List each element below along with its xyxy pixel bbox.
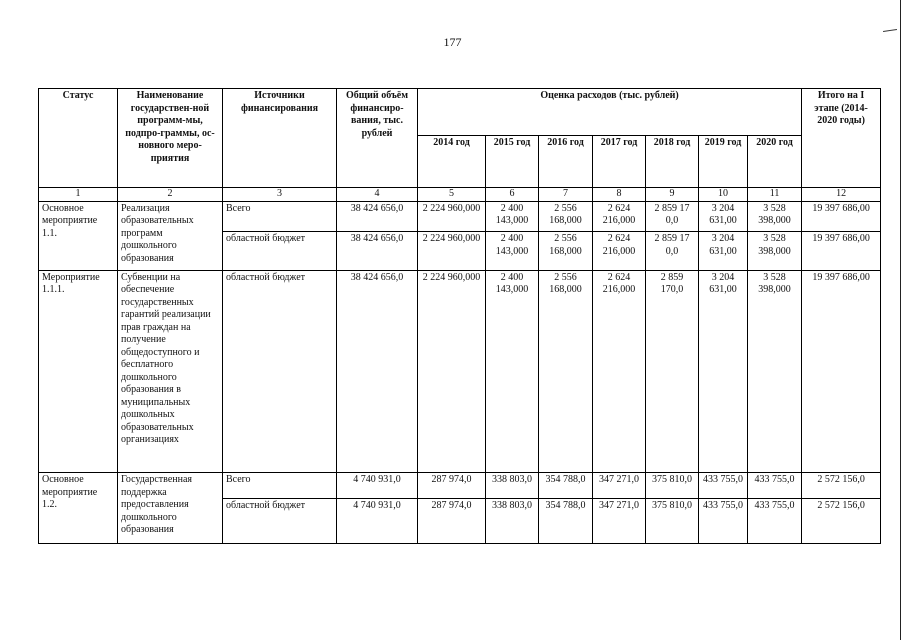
- header-estimate: Оценка расходов (тыс. рублей): [418, 89, 802, 136]
- column-number: 11: [748, 188, 802, 202]
- row-status: Основное мероприятие 1.2.: [39, 473, 118, 544]
- row-year-value: 3 204 631,00: [699, 201, 748, 231]
- row-year-value: 3 528 398,000: [748, 270, 802, 472]
- row-stage-total: 19 397 686,00: [802, 232, 881, 270]
- row-year-value: 2 224 960,000: [418, 232, 486, 270]
- column-number: 7: [539, 188, 593, 202]
- row-year-value: 2 400 143,000: [486, 232, 539, 270]
- row-total: 4 740 931,0: [337, 499, 418, 544]
- row-source: Всего: [223, 201, 337, 231]
- row-year-value: 287 974,0: [418, 473, 486, 499]
- row-year-value: 2 556 168,000: [539, 201, 593, 231]
- row-name: Субвенции на обеспечение государственных гарантий реализации прав граждан на получение общедоступного и бесплатного дошкольного образования в муниципальных дошкольных образовательных организациях: [118, 270, 223, 472]
- header-stage-total: Итого на I этапе (2014-2020 годы): [802, 89, 881, 188]
- column-number: 12: [802, 188, 881, 202]
- row-year-value: 2 859 17 0,0: [646, 232, 699, 270]
- row-year-value: 338 803,0: [486, 499, 539, 544]
- row-year-value: 2 224 960,000: [418, 270, 486, 472]
- column-number: 3: [223, 188, 337, 202]
- row-year-value: 347 271,0: [593, 473, 646, 499]
- header-name: Наименование государствен-ной программ-мы, подпро-граммы, ос-новного меро-приятия: [118, 89, 223, 188]
- table-body: [39, 201, 881, 543]
- row-total: 38 424 656,0: [337, 232, 418, 270]
- scan-mark: [883, 29, 897, 32]
- row-total: 38 424 656,0: [337, 270, 418, 472]
- table-row: [39, 270, 881, 472]
- row-year-value: 347 271,0: [593, 499, 646, 544]
- column-number-row: [39, 188, 881, 202]
- header-status: Статус: [39, 89, 118, 188]
- row-year-value: 2 556 168,000: [539, 270, 593, 472]
- row-year-value: 2 624 216,000: [593, 232, 646, 270]
- row-year-value: 2 624 216,000: [593, 201, 646, 231]
- column-number: 10: [699, 188, 748, 202]
- row-year-value: 3 204 631,00: [699, 232, 748, 270]
- row-year-value: 2 859 17 0,0: [646, 201, 699, 231]
- row-year-value: 3 204 631,00: [699, 270, 748, 472]
- row-year-value: 2 400 143,000: [486, 201, 539, 231]
- column-number: 5: [418, 188, 486, 202]
- row-year-value: 433 755,0: [699, 499, 748, 544]
- row-year-value: 3 528 398,000: [748, 232, 802, 270]
- header-year: 2018 год: [646, 135, 699, 188]
- row-year-value: 2 556 168,000: [539, 232, 593, 270]
- row-source: областной бюджет: [223, 270, 337, 472]
- row-stage-total: 2 572 156,0: [802, 473, 881, 499]
- header-year: 2019 год: [699, 135, 748, 188]
- row-year-value: 354 788,0: [539, 473, 593, 499]
- column-number: 2: [118, 188, 223, 202]
- row-year-value: 433 755,0: [699, 473, 748, 499]
- row-year-value: 2 624 216,000: [593, 270, 646, 472]
- row-source: Всего: [223, 473, 337, 499]
- header-year: 2014 год: [418, 135, 486, 188]
- row-year-value: 338 803,0: [486, 473, 539, 499]
- row-year-value: 2 859 170,0: [646, 270, 699, 472]
- header-year: 2020 год: [748, 135, 802, 188]
- row-stage-total: 2 572 156,0: [802, 499, 881, 544]
- row-total: 4 740 931,0: [337, 473, 418, 499]
- header-year: 2017 год: [593, 135, 646, 188]
- row-name: Реализация образовательных программ дошкольного образования: [118, 201, 223, 270]
- header-year: 2016 год: [539, 135, 593, 188]
- row-source: областной бюджет: [223, 499, 337, 544]
- scan-edge-line: [900, 0, 901, 640]
- row-status: Мероприятие 1.1.1.: [39, 270, 118, 472]
- header-sources: Источники финансирования: [223, 89, 337, 188]
- row-year-value: 2 224 960,000: [418, 201, 486, 231]
- column-number: 9: [646, 188, 699, 202]
- budget-table: [38, 88, 881, 544]
- row-year-value: 354 788,0: [539, 499, 593, 544]
- row-year-value: 375 810,0: [646, 473, 699, 499]
- column-number: 1: [39, 188, 118, 202]
- header-year: 2015 год: [486, 135, 539, 188]
- row-year-value: 433 755,0: [748, 473, 802, 499]
- column-number: 8: [593, 188, 646, 202]
- row-year-value: 287 974,0: [418, 499, 486, 544]
- row-stage-total: 19 397 686,00: [802, 270, 881, 472]
- row-year-value: 3 528 398,000: [748, 201, 802, 231]
- header-total-volume: Общий объём финансиро-вания, тыс. рублей: [337, 89, 418, 188]
- row-stage-total: 19 397 686,00: [802, 201, 881, 231]
- page-number: 177: [443, 35, 462, 49]
- row-year-value: 375 810,0: [646, 499, 699, 544]
- table-row: [39, 201, 881, 231]
- table-header: [39, 89, 881, 202]
- row-status: Основное мероприятие 1.1.: [39, 201, 118, 270]
- column-number: 4: [337, 188, 418, 202]
- row-year-value: 2 400 143,000: [486, 270, 539, 472]
- row-year-value: 433 755,0: [748, 499, 802, 544]
- row-name: Государственная поддержка предоставления дошкольного образования: [118, 473, 223, 544]
- column-number: 6: [486, 188, 539, 202]
- row-source: областной бюджет: [223, 232, 337, 270]
- table-row: [39, 473, 881, 499]
- row-total: 38 424 656,0: [337, 201, 418, 231]
